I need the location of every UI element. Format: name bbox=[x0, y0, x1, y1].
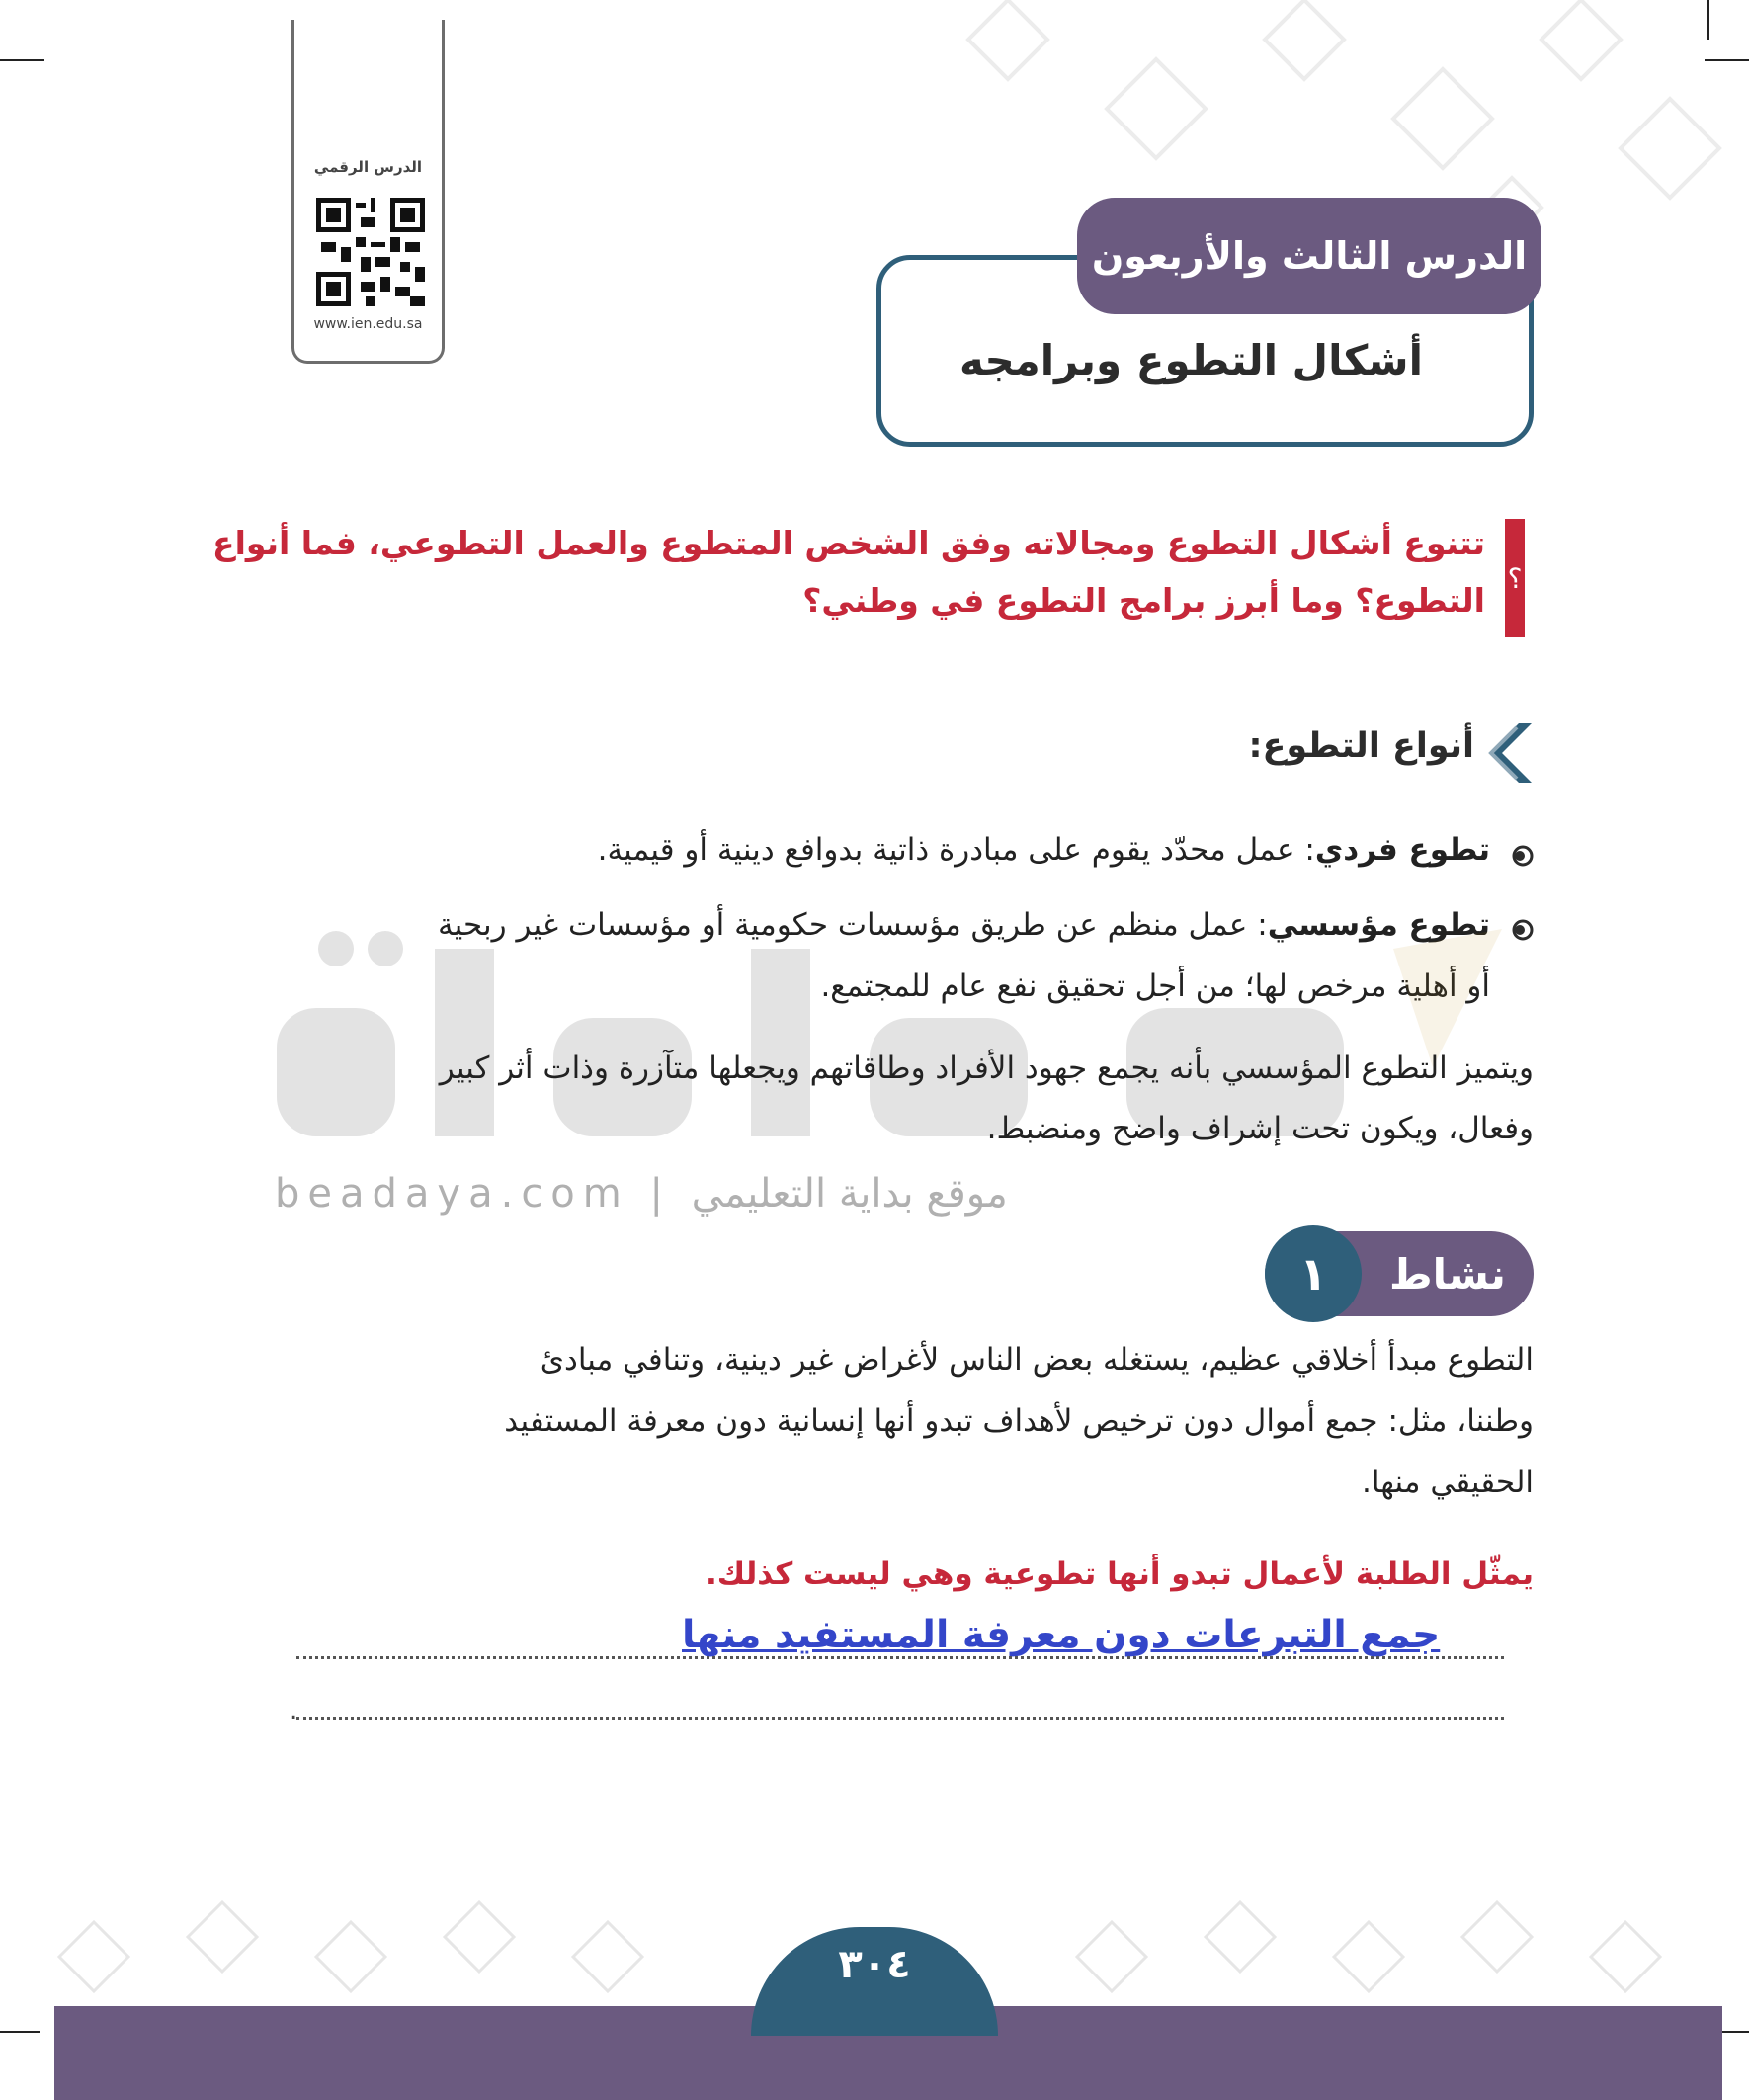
answer-line[interactable] bbox=[296, 1656, 1504, 1659]
answer-end-dot: . bbox=[290, 1696, 298, 1725]
task-instruction: يمثّل الطلبة لأعمال تبدو أنها تطوعية وهي ليست كذلك. bbox=[706, 1556, 1534, 1592]
bullet-definition: : عمل محدّد يقوم على مبادرة ذاتية بدوافع دينية أو قيمية. bbox=[597, 832, 1315, 868]
lesson-title: أشكال التطوع وبرامجه bbox=[959, 336, 1423, 384]
activity-label: نشاط bbox=[1389, 1249, 1506, 1299]
qr-code-icon[interactable] bbox=[316, 198, 425, 306]
qr-url[interactable]: www.ien.edu.sa bbox=[313, 316, 423, 332]
crop-mark bbox=[0, 2031, 40, 2033]
crop-mark bbox=[0, 59, 44, 61]
digital-lesson-label: الدرس الرقمي bbox=[313, 158, 423, 176]
bullet-item bbox=[598, 832, 1490, 868]
svg-text:؟: ؟ bbox=[1507, 562, 1523, 595]
digital-lesson-panel bbox=[292, 20, 445, 364]
bullet-definition-continued: أو أهلية مرخص لها؛ من أجل تحقيق نفع عام للمجتمع. bbox=[820, 968, 1490, 1004]
intro-question-line: تتنوع أشكال التطوع ومجالاته وفق الشخص المتطوع والعمل التطوعي، فما أنواع bbox=[212, 524, 1485, 562]
handwritten-answer[interactable]: جمع التبرعات دون معرفة المستفيد منها bbox=[682, 1613, 1441, 1657]
activity-text-line: الحقيقي منها. bbox=[1361, 1465, 1534, 1500]
activity-number: ١ bbox=[1265, 1225, 1362, 1322]
answer-line[interactable] bbox=[296, 1717, 1504, 1720]
bullet-term: تطوع مؤسسي bbox=[1267, 907, 1490, 943]
bullet-icon bbox=[1512, 845, 1534, 867]
lesson-number-badge: الدرس الثالث والأربعون bbox=[1077, 198, 1541, 314]
activity-text-line: التطوع مبدأ أخلاقي عظيم، يستغله بعض الناس لأغراض غير دينية، وتنافي مبادئ bbox=[540, 1342, 1534, 1378]
watermark-caption: beadaya.com | موقع بداية التعليمي bbox=[275, 1171, 1008, 1217]
intro-question-line: التطوع؟ وما أبرز برامج التطوع في وطني؟ bbox=[802, 581, 1485, 620]
question-marker-icon bbox=[1505, 519, 1525, 637]
activity-text-line: وطننا، مثل: جمع أموال دون ترخيص لأهداف تبدو أنها إنسانية دون معرفة المستفيد bbox=[504, 1403, 1534, 1439]
paragraph-line: وفعال، ويكون تحت إشراف واضح ومنضبط. bbox=[986, 1111, 1534, 1146]
page-number: ٣٠٤ bbox=[838, 1942, 911, 1987]
bullet-definition: : عمل منظم عن طريق مؤسسات حكومية أو مؤسسات غير ربحية bbox=[438, 907, 1268, 943]
paragraph-line: ويتميز التطوع المؤسسي بأنه يجمع جهود الأفراد وطاقاتهم ويجعلها متآزرة وذات أثر كبير bbox=[439, 1050, 1534, 1086]
chevron-left-icon bbox=[1477, 721, 1537, 785]
section-heading: أنواع التطوع: bbox=[1248, 726, 1474, 766]
bullet-term: تطوع فردي bbox=[1314, 832, 1490, 868]
